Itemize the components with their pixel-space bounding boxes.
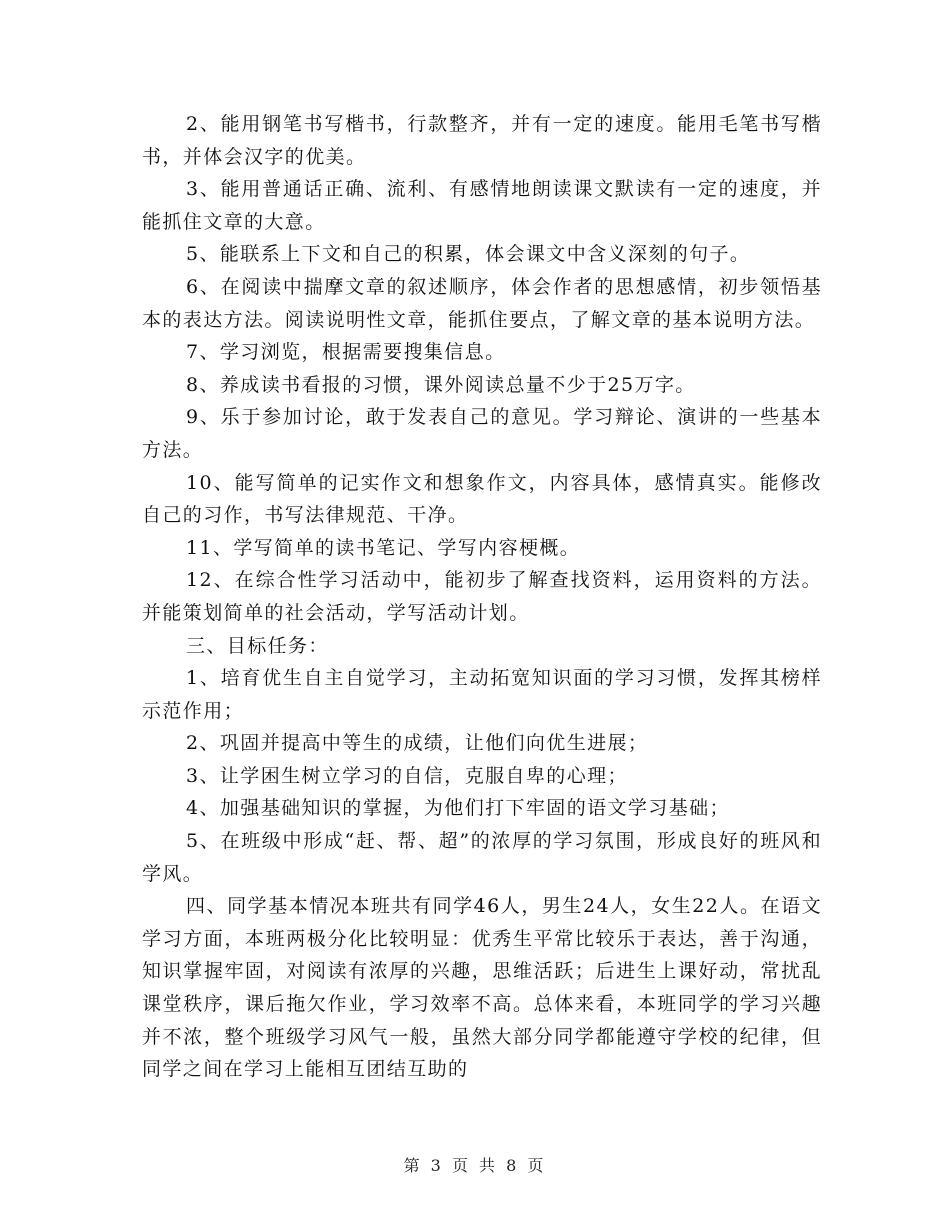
paragraph-student-situation: 四、同学基本情况本班共有同学46人，男生24人，女生22人。在语文学习方面，本班两极分化比较明显：优秀生平常比较乐于表达，善于沟通，知识掌握牢固，对阅读有浓厚的兴趣，思维活跃；后进生上课好动，常扰乱课堂秩序，课后拖欠作业，学习效率不高。总体来看，本班同学的学习兴趣并不浓，整个班级学习风气一般，虽然大部分同学都能遵守学校的纪律，但同学之间在学习上能相互团结互助的 bbox=[142, 895, 822, 1081]
paragraph-goal-8: 8、养成读书看报的习惯，课外阅读总量不少于25万字。 bbox=[186, 373, 696, 396]
page-number-footer: 第 3 页 共 8 页 bbox=[403, 1156, 547, 1175]
paragraph-goal-3: 3、能用普通话正确、流利、有感情地朗读课文默读有一定的速度，并能抓住文章的大意。 bbox=[142, 178, 822, 233]
paragraph-goal-12: 12、在综合性学习活动中，能初步了解查找资料，运用资料的方法。并能策划简单的社会活动，学写活动计划。 bbox=[142, 569, 822, 624]
paragraph-target-5: 5、在班级中形成“赶、帮、超”的浓厚的学习氛围，形成良好的班风和学风。 bbox=[142, 830, 822, 885]
paragraph-goal-5: 5、能联系上下文和自己的积累，体会课文中含义深刻的句子。 bbox=[186, 243, 751, 266]
paragraph-goal-10: 10、能写简单的记实作文和想象作文，内容具体，感情真实。能修改自己的习作，书写法律规范、干净。 bbox=[142, 471, 822, 527]
paragraph-goal-6: 6、在阅读中揣摩文章的叙述顺序，体会作者的思想感情，初步领悟基本的表达方法。阅读说明性文章，能抓住要点，了解文章的基本说明方法。 bbox=[142, 275, 822, 331]
paragraph-target-2: 2、巩固并提高中等生的成绩，让他们向优生进展； bbox=[186, 732, 649, 755]
paragraph-goal-2: 2、能用钢笔书写楷书，行款整齐，并有一定的速度。能用毛笔书写楷书，并体会汉字的优美。 bbox=[142, 113, 822, 168]
section-heading-targets: 三、目标任务： bbox=[186, 634, 329, 657]
paragraph-target-3: 3、让学困生树立学习的自信，克服自卑的心理； bbox=[186, 764, 628, 787]
document-body bbox=[142, 108, 822, 1086]
paragraph-goal-11: 11、学写简单的读书笔记、学写内容梗概。 bbox=[186, 536, 581, 559]
paragraph-goal-9: 9、乐于参加讨论，敢于发表自己的意见。学习辩论、演讲的一些基本方法。 bbox=[142, 406, 822, 461]
paragraph-goal-7: 7、学习浏览，根据需要搜集信息。 bbox=[186, 341, 506, 364]
paragraph-target-4: 4、加强基础知识的掌握，为他们打下牢固的语文学习基础； bbox=[186, 797, 730, 820]
paragraph-target-1: 1、培育优生自主自觉学习，主动拓宽知识面的学习习惯，发挥其榜样示范作用； bbox=[142, 667, 822, 722]
